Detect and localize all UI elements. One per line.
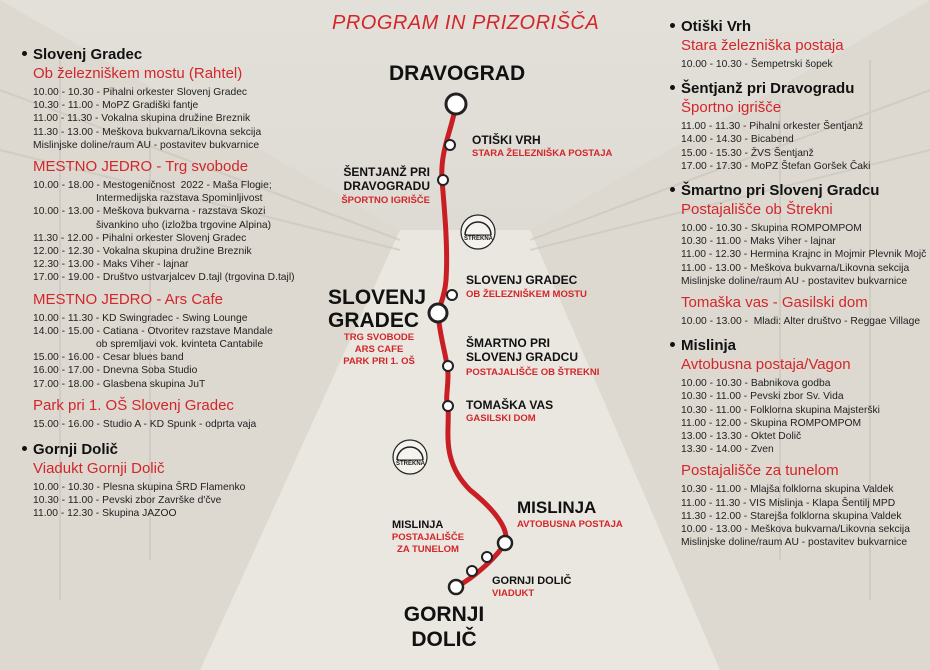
- schedule-line: 11.00 - 11.30 - VIS Mislinja - Klapa Šentilj MPD: [681, 497, 896, 509]
- schedule-line: Mislinjske doline/raum AU - postavitev bukvarnice: [33, 139, 260, 151]
- schedule-line: 14.00 - 14.30 - Bicabend: [681, 134, 794, 146]
- station-sg-most: [447, 290, 457, 300]
- station-mislinja: [498, 536, 512, 550]
- schedule-line: 11.30 - 12.00 - Pihalni orkester Slovenj Gradec: [33, 232, 247, 244]
- schedule-line: 17.00 - 17.30 - MoPZ Štefan Goršek Čaki: [681, 160, 871, 172]
- schedule-line: 10.30 - 11.00 - Mlajša folklorna skupina Valdek: [681, 484, 894, 496]
- venue-title: Avtobusna postaja/Vagon: [681, 356, 851, 374]
- station-otiski-vrh: [445, 140, 455, 150]
- station-sublabel: GASILSKI DOM: [466, 413, 536, 424]
- station-sublabel: STARA ŽELEZNIŠKA POSTAJA: [472, 148, 613, 159]
- schedule-line: 10.00 - 10.30 - Šempetrski šopek: [681, 59, 833, 70]
- label-line: POSTAJALIŠČE: [391, 532, 465, 543]
- station-label: SLOVENJ GRADEC: [466, 273, 578, 287]
- schedule-line: 10.00 - 10.30 - Skupina ROMPOMPOM: [681, 223, 862, 235]
- station-label: TOMAŠKA VAS: [466, 398, 554, 412]
- label-line: DRAVOGRADU: [343, 179, 430, 193]
- station-sentjanz: [438, 175, 448, 185]
- city-dravograd: DRAVOGRAD: [389, 62, 526, 85]
- logo-text: ŠTREKNA: [464, 236, 494, 242]
- schedule-line: 10.00 - 10.30 - Pihalni orkester Slovenj Gradec: [33, 87, 248, 98]
- station-sublabel: [390, 532, 466, 556]
- schedule-line: 10.00 - 13.00 - Meškova bukvarna/Likovna sekcija: [681, 524, 910, 536]
- schedule-line: 11.00 - 12.30 - Skupina JAZOO: [33, 508, 177, 520]
- label-line: ARS CAFE: [354, 344, 404, 355]
- city-venues: [334, 332, 424, 368]
- logo-text: ŠTREKNA: [396, 461, 426, 467]
- label-line: GRADEC: [328, 309, 420, 332]
- venue-title: Ob železniškem mostu (Rahtel): [33, 65, 243, 82]
- schedule-line: 15.00 - 16.00 - Studio A - KD Spunk - odprta vaja: [33, 418, 257, 430]
- schedule-line: 16.00 - 17.00 - Dnevna Soba Studio: [33, 365, 198, 377]
- station-viadukt: [467, 566, 477, 576]
- schedule-line: ob spremljavi vok. kvinteta Cantabile: [33, 339, 264, 351]
- station-label: MISLINJA: [392, 519, 444, 531]
- station-sublabel: OB ŽELEZNIŠKEM MOSTU: [466, 289, 587, 300]
- schedule-line: 10.30 - 11.00 - Folklorna skupina Majsterški: [681, 404, 880, 416]
- schedule-line: 14.00 - 15.00 - Catiana - Otvoritev razstave Mandale: [33, 325, 273, 337]
- schedule-line: 11.30 - 12.00 - Starejša folklorna skupina Valdek: [681, 510, 902, 522]
- venue-title: Postajališče za tunelom: [681, 462, 839, 480]
- heading-text: Šentjanž pri Dravogradu: [681, 80, 855, 98]
- city-gornji-dolic: [400, 602, 488, 652]
- label-line: PARK PRI 1. OŠ: [343, 356, 415, 367]
- schedule-line: 11.30 - 13.00 - Meškova bukvarna/Likovna sekcija: [33, 126, 262, 138]
- city-slovenj-gradec: [328, 286, 426, 332]
- schedule-line: 13.00 - 13.30 - Oktet Dolič: [681, 431, 802, 443]
- label-line: ŠMARTNO PRI: [466, 336, 550, 350]
- label-line: ZA TUNELOM: [397, 544, 459, 555]
- schedule-line: 15.00 - 16.00 - Cesar blues band: [33, 352, 184, 364]
- schedule-line: 10.00 - 11.30 - KD Swingradec - Swing Lounge: [33, 312, 248, 324]
- schedule-line: 10.00 - 18.00 - Mestogenično​st 2022 - Maša Flogie;: [33, 180, 272, 192]
- station-slovenj-gradec: [429, 304, 447, 322]
- schedule-line: 11.00 - 11.30 - Pihalni orkester Šentjanž: [681, 121, 864, 133]
- label-line: DOLIČ: [411, 628, 477, 651]
- label-line: GORNJI: [403, 603, 485, 626]
- page-title: PROGRAM IN PRIZORIŠČA: [332, 12, 600, 34]
- schedule-line: 12.30 - 13.00 - Maks Viher - lajnar: [33, 259, 189, 271]
- schedule-line: 13.30 - 14.00 - Zven: [681, 444, 774, 456]
- schedule-line: 10.00 - 13.00 - Meškova bukvarna - razstava Skozi: [33, 206, 266, 218]
- station-dravograd: [446, 94, 466, 114]
- schedule-line: 17.00 - 19.00 - Društvo ustvarjalcev D.tajl (trgovina D.tajl): [33, 272, 295, 284]
- schedule-line: 10.00 - 10.30 - Babnikova godba: [681, 378, 831, 390]
- heading-text: Otiški Vrh: [681, 18, 752, 35]
- venue-title: Športno igrišče: [681, 99, 782, 117]
- schedule-line: 11.00 - 12.00 - Skupina ROMPOMPOM: [681, 417, 862, 429]
- venue-title: MESTNO JEDRO - Trg svobode: [33, 158, 249, 176]
- label-line: SLOVENJ GRADCU: [466, 350, 579, 364]
- schedule-line: 12.00 - 12.30 - Vokalna skupina družine Breznik: [33, 246, 252, 258]
- label-line: SLOVENJ: [328, 286, 427, 309]
- schedule-line: 10.00 - 10.30 - Plesna skupina ŠRD Flamenko: [33, 482, 246, 494]
- station-tunel: [482, 552, 492, 562]
- city-mislinja: MISLINJA: [517, 498, 597, 517]
- schedule-line: 10.30 - 11.00 - MoPZ Gradiški fantje: [33, 100, 199, 112]
- station-sublabel: AVTOBUSNA POSTAJA: [517, 519, 623, 530]
- venue-title: Stara železniška postaja: [681, 37, 844, 54]
- schedule-line: 11.00 - 11.30 - Vokalna skupina družine Breznik: [33, 113, 251, 125]
- venue-title: Tomaška vas - Gasilski dom: [681, 294, 868, 312]
- station-sublabel: VIADUKT: [492, 588, 535, 599]
- schedule-line: Mislinjske doline/raum AU - postavitev bukvarnice: [681, 275, 908, 287]
- schedule-line: 11.00 - 12.30 - Hermina Krajnc in Mojmir Plevnik Mojč: [681, 249, 927, 261]
- label-line: TRG SVOBODE: [343, 332, 415, 343]
- label-line: ŠENTJANŽ PRI: [343, 165, 430, 179]
- schedule-line: 17.00 - 18.00 - Glasbena skupina JuT: [33, 378, 206, 390]
- station-sublabel: ŠPORTNO IGRIŠČE: [341, 195, 430, 206]
- heading-text: Šmartno pri Slovenj Gradcu: [681, 182, 880, 200]
- schedule-line: 10.30 - 11.00 - Pevski zbor Sv. Vida: [681, 391, 844, 403]
- venue-title: Postajališče ob Štrekni: [681, 201, 833, 219]
- heading-text: Mislinja: [681, 337, 737, 355]
- station-label: [318, 165, 430, 193]
- venue-title: Park pri 1. OŠ Slovenj Gradec: [33, 396, 234, 414]
- schedule-line: Intermedijska razstava Spominljivost: [33, 193, 263, 205]
- strekna-logo-icon: [393, 440, 427, 474]
- station-label: GORNJI DOLIČ: [492, 575, 572, 587]
- station-smartno: [443, 361, 453, 371]
- venue-title: Viadukt Gornji Dolič: [33, 460, 165, 478]
- schedule-line: 10.30 - 11.00 - Maks Viher - lajnar: [681, 236, 836, 248]
- heading-text: Gornji Dolič: [33, 441, 119, 459]
- strekna-logo-icon: [461, 215, 495, 249]
- schedule-line: Mislinjske doline/raum AU - postavitev bukvarnice: [681, 537, 908, 549]
- station-tomaska-vas: [443, 401, 453, 411]
- schedule-line: 10.30 - 11.00 - Pevski zbor Završke d'čve: [33, 495, 222, 507]
- station-sublabel: POSTAJALIŠČE OB ŠTREKNI: [466, 367, 600, 378]
- station-label: [466, 336, 578, 364]
- venue-title: MESTNO JEDRO - Ars Cafe: [33, 290, 224, 308]
- schedule-line: šivankino uho (izložba trgovine Alpina): [33, 219, 272, 231]
- heading-text: Slovenj Gradec: [33, 46, 143, 63]
- station-gornji-dolic: [449, 580, 463, 594]
- schedule-line: 11.00 - 13.00 - Meškova bukvarna/Likovna sekcija: [681, 262, 910, 274]
- schedule-line: 10.00 - 13.00 - Mladi: Alter društvo - Reggae Village: [681, 316, 921, 328]
- station-label: OTIŠKI VRH: [472, 133, 541, 147]
- schedule-line: 15.00 - 15.30 - ŽVS Šentjanž: [681, 147, 814, 159]
